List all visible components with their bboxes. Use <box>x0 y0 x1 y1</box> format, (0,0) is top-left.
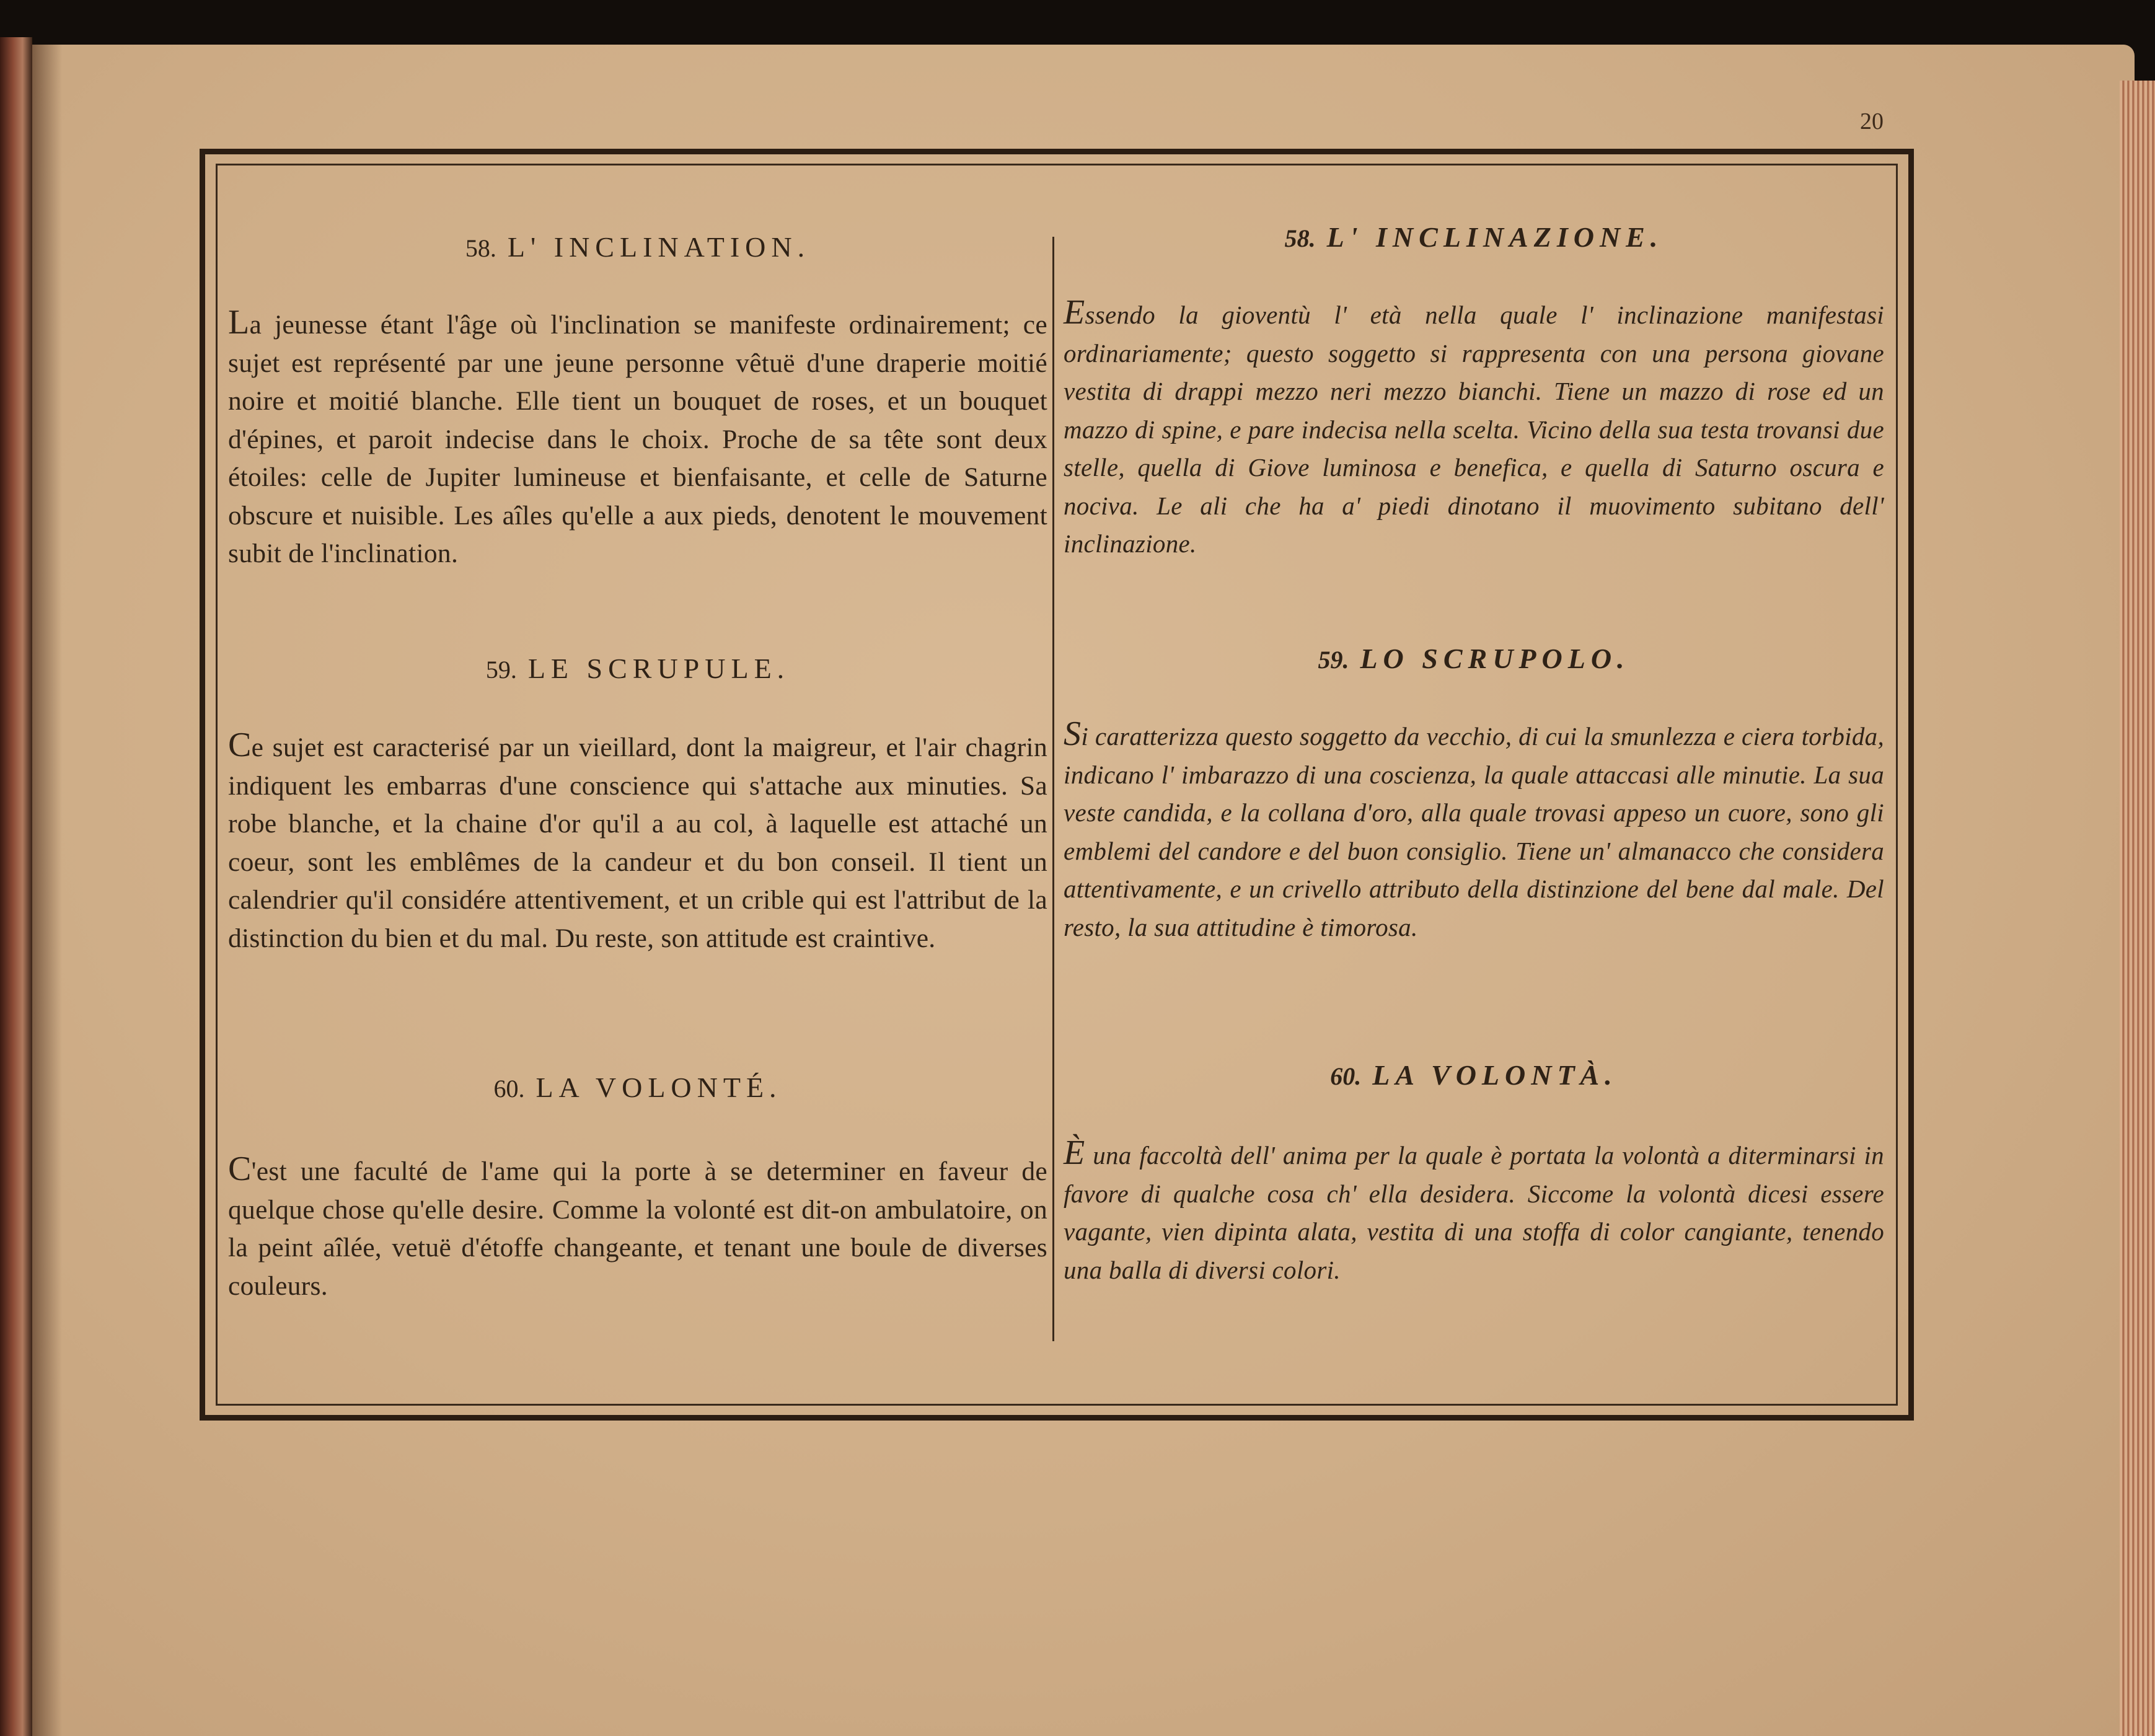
section-text <box>1064 294 1884 563</box>
drop-cap: E <box>1064 293 1085 332</box>
section-heading <box>228 1071 1047 1104</box>
section-heading <box>228 652 1047 685</box>
section-heading <box>1064 642 1884 675</box>
drop-cap: L <box>228 303 250 341</box>
book-spine <box>0 37 32 1736</box>
section-text <box>1064 715 1884 946</box>
paragraph-body: i caratterizza questo soggetto da vecchio, di cui la smunlezza e ciera torbida, indicano l' imbarazzo di una coscienza, la quale attaccasi alle minutie. La sua veste candida, e la collana d'oro, alla quale trovasi appeso un cuore, sono gli emblemi del candore e del buon consiglio. Tiene un' almanacco che considera attentivamente, e un crivello attributo della distinzione del bene dal male. Del resto, la sua attitudine è timorosa. <box>1064 722 1884 941</box>
section-number: 58. <box>1284 224 1316 252</box>
page-gutter-shadow <box>32 45 62 1736</box>
section-heading <box>1064 221 1884 253</box>
section-number: 59. <box>485 656 517 684</box>
drop-cap: C <box>228 1150 252 1188</box>
section-title: LA VOLONTÀ. <box>1372 1059 1618 1091</box>
page-number: 20 <box>1860 108 1884 134</box>
section-title: L' INCLINAZIONE. <box>1326 221 1664 253</box>
section-title: L' INCLINATION. <box>507 231 811 263</box>
section-text <box>1064 1134 1884 1289</box>
drop-cap: S <box>1064 715 1082 753</box>
paragraph-body: una faccoltà dell' anima per la quale è portata la volontà a diterminarsi in favore di qualche cosa ch' ella desidera. Siccome la volontà dicesi essere vagante, vien dipinta alata, vestita di una stoffa di color cangiante, tenendo una balla di diversi colori. <box>1064 1141 1884 1284</box>
section-title: LO SCRUPOLO. <box>1360 643 1630 674</box>
section-number: 58. <box>465 234 496 262</box>
section-text <box>228 726 1047 958</box>
paragraph-body: e sujet est caracterisé par un vieillard, dont la maigreur, et l'air chagrin indiquent les embarras d'une conscience qui s'attache aux minuties. Sa robe blanche, et la chaine d'or qu'il a au col, à laquelle est attaché un coeur, sont les emblêmes de la candeur et du bon conseil. Il tient un calendrier qu'il considére attentivement, et un crible qui est l'attribut de la distinction du bien et du mal. Du reste, son attitude est craintive. <box>228 733 1047 953</box>
page-edges <box>2120 81 2155 1736</box>
section-number: 60. <box>493 1075 525 1103</box>
section-text <box>228 304 1047 573</box>
drop-cap: È <box>1064 1134 1085 1172</box>
section-heading <box>1064 1059 1884 1091</box>
section-title: LE SCRUPULE. <box>527 653 790 684</box>
section-number: 59. <box>1318 646 1349 674</box>
paragraph-body: a jeunesse étant l'âge où l'inclination se manifeste ordinairement; ce sujet est représenté par une jeune personne vêtuë d'une draperie moitié noire et moitié blanche. Elle tient un bouquet de roses, et un bouquet d'épines, et paroit indecise dans le choix. Proche de sa tête sont deux étoiles: celle de Jupiter lumineuse et bienfaisante, et celle de Saturne obscure et nuisible. Les aîles qu'elle a aux pieds, denotent le mouvement subit de l'inclination. <box>228 310 1047 568</box>
section-text <box>228 1150 1047 1305</box>
column-divider <box>1052 237 1054 1341</box>
paragraph-body: 'est une faculté de l'ame qui la porte à se determiner en faveur de quelque chose qu'elle desire. Comme la volonté est dit-on ambulatoire, on la peint aîlée, vetuë d'étoffe changeante, et tenant une boule de diverses couleurs. <box>228 1157 1047 1301</box>
section-heading <box>228 231 1047 263</box>
section-number: 60. <box>1330 1062 1362 1090</box>
paragraph-body: ssendo la gioventù l' età nella quale l' inclinazione manifestasi ordinariamente; questo soggetto si rappresenta con una persona giovane vestita di drappi mezzo neri mezzo bianchi. Tiene un mazzo di rose ed un mazzo di spine, e pare indecisa nella scelta. Vicino della sua testa trovansi due stelle, quella di Giove luminosa e benefica, e quella di Saturno oscura e nociva. Le ali che ha a' piedi dinotano il muovimento subitano dell' inclinazione. <box>1064 301 1884 558</box>
drop-cap: C <box>228 726 252 764</box>
section-title: LA VOLONTÉ. <box>535 1072 782 1103</box>
